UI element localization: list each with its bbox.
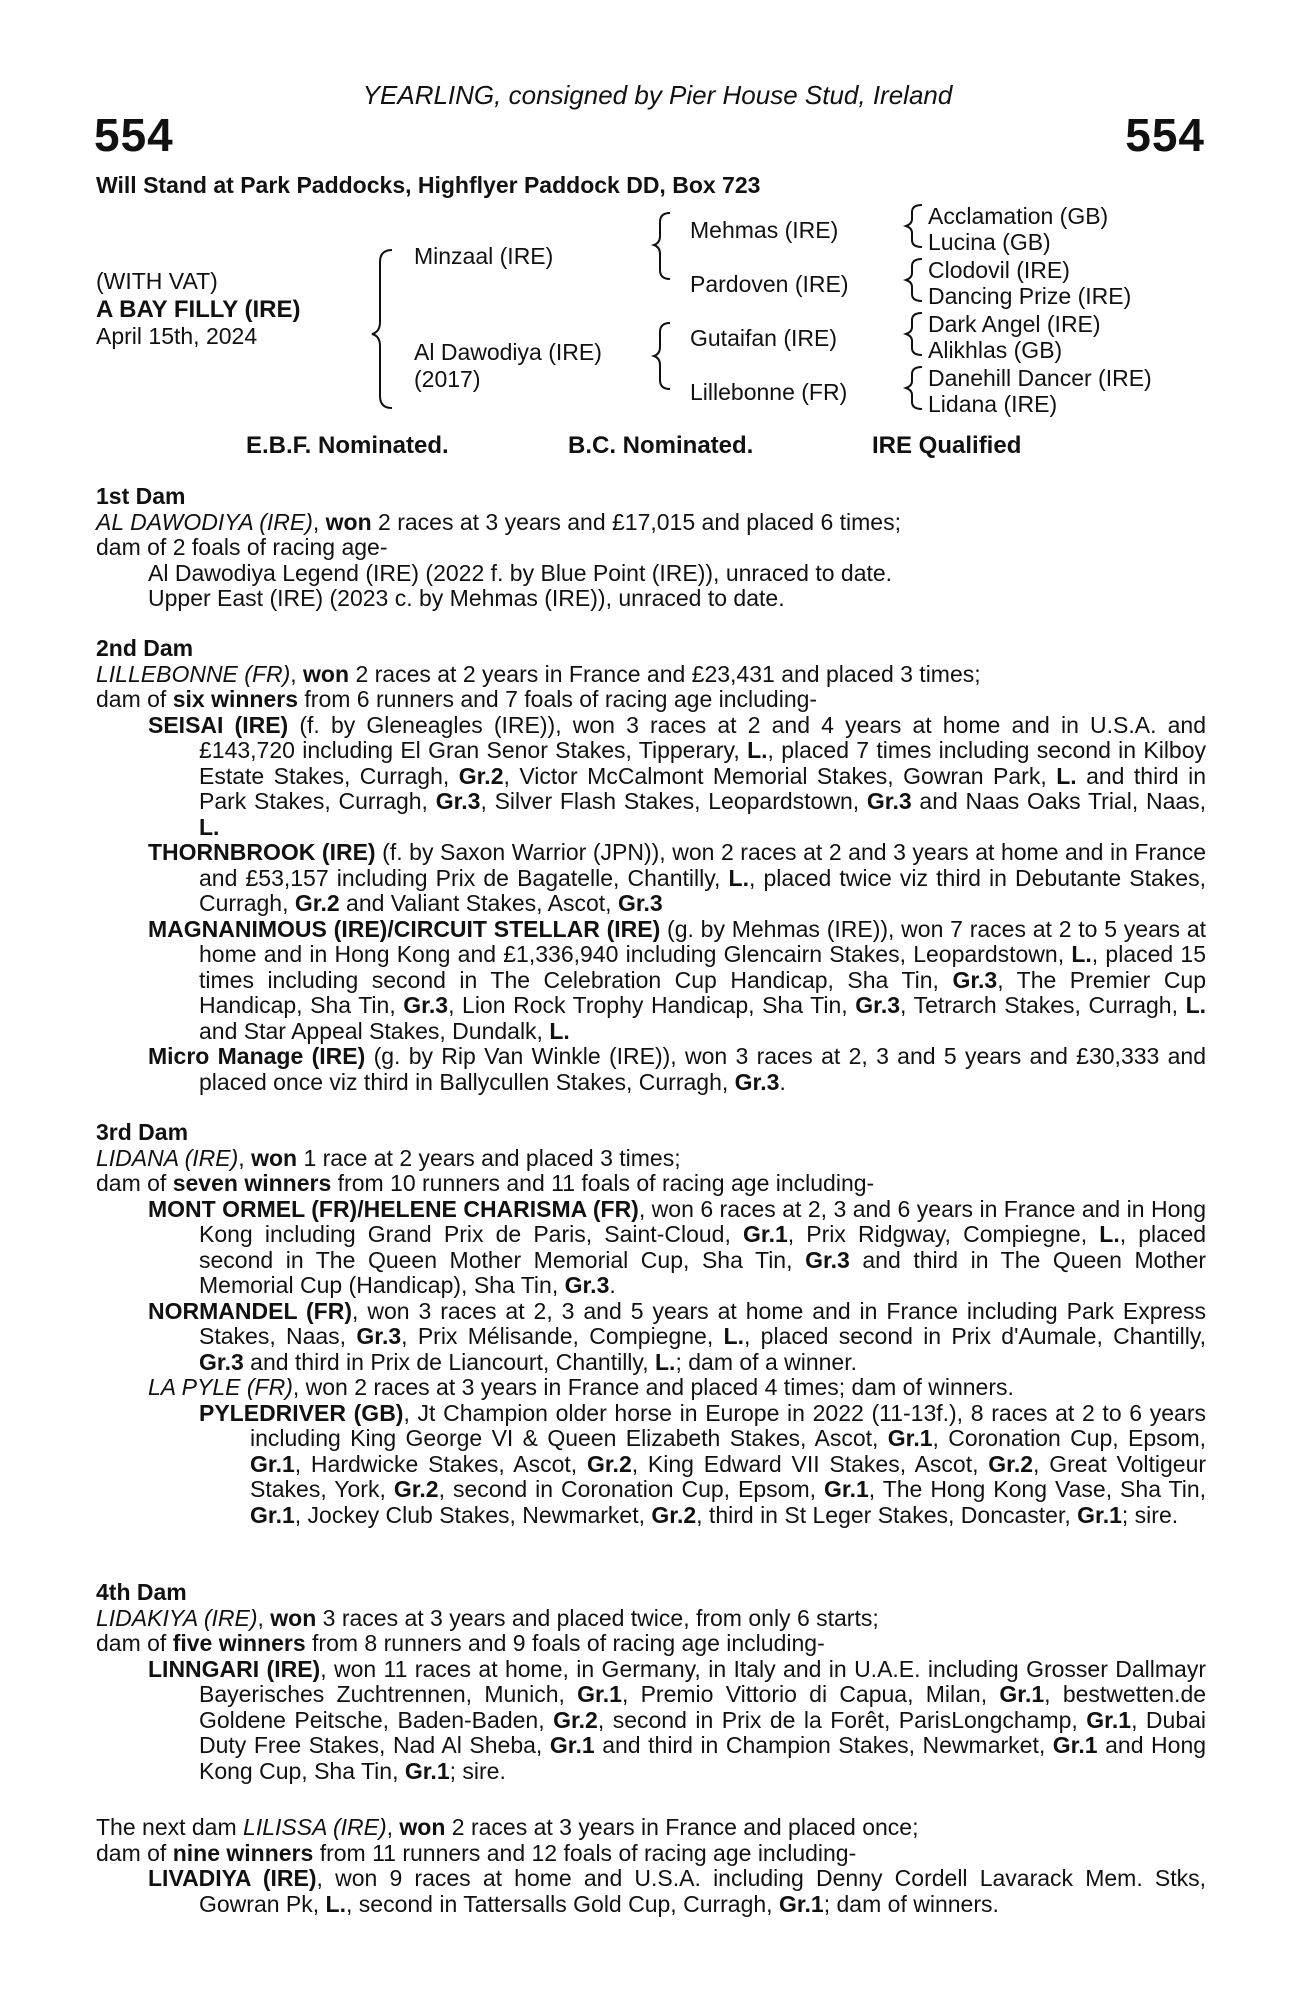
grand-progeny-item: PYLEDRIVER (GB), Jt Champion older horse in Europe in 2022 (11-13f.), 8 races at 2 to 6 years including King George VI & Queen Elizabeth Stakes, Ascot, Gr.1, Coronation Cup, Epsom, Gr.1, Hardwicke Stakes, Ascot, Gr.2, King Edward VII Stakes, Ascot, Gr.2, Great Voltigeur Stakes, York, Gr.2, second in Coronation Cup, Epsom, Gr.1, The Hong Kong Vase, Sha Tin, Gr.1, Jockey Club Stakes, Newmarket, Gr.2, third in St Leger Stakes, Doncaster, Gr.1; sire. — [199, 1399, 1207, 1528]
ped-ddd: Lidana (IRE) — [928, 391, 1058, 417]
brace-dam — [654, 323, 670, 389]
sire-name: Minzaal (IRE) — [414, 243, 554, 269]
lot-number-left: 554 — [94, 109, 174, 161]
next-dam-name: LILISSA (IRE) — [243, 1814, 387, 1840]
sire-sire: Mehmas (IRE) — [690, 217, 839, 243]
ebf-nominated: E.B.F. Nominated. — [246, 432, 449, 459]
first-dam-heading: 1st Dam — [96, 483, 186, 509]
ped-sdd: Dancing Prize (IRE) — [928, 283, 1132, 309]
ped-dds: Danehill Dancer (IRE) — [928, 365, 1152, 391]
third-dam-heading: 3rd Dam — [96, 1119, 189, 1145]
fourth-dam-section: 4th Dam LIDAKIYA (IRE), won 3 races at 3 years and placed twice, from only 6 starts; dam of five winners from 8 runners and 9 foals of racing age including- LINNGARI (IRE), won 11 races at home, in Germany, in Italy and in U.A.E. including Grosser Dallmayr Bayerisches Zuchtrennen, Munich, Gr.1, Premio Vittorio di Capua, Milan, Gr.1, bestwetten.de Goldene Peitsche, Baden-Baden, Gr.2, second in Prix de la Forêt, ParisLongchamp, Gr.1, Dubai Duty Free Stakes, Nad Al Sheba, Gr.1 and third in Champion Stakes, Newmarket, Gr.1 and Hong Kong Cup, Sha Tin, Gr.1; sire. — [96, 1579, 1207, 1784]
dam-dam: Lillebonne (FR) — [690, 379, 848, 405]
progeny-item: MONT ORMEL (FR)/HELENE CHARISMA (FR), won 6 races at 2, 3 and 6 years in France and in Hong Kong including Grand Prix de Paris, Saint-Cloud, Gr.1, Prix Ridgway, Compiegne, L., placed second in The Queen Mother Memorial Cup, Sha Tin, Gr.3 and third in The Queen Mother Memorial Cup (Handicap), Sha Tin, Gr.3. — [148, 1195, 1207, 1298]
pedigree-brackets — [0, 0, 1315, 420]
lot-number-right: 554 — [1125, 109, 1205, 161]
progeny-item: Upper East (IRE) (2023 c. by Mehmas (IRE)), unraced to date. — [148, 585, 785, 611]
first-dam-foals: dam of 2 foals of racing age- — [96, 534, 388, 560]
progeny-item: LA PYLE (FR), won 2 races at 3 years in France and placed 4 times; dam of winners. — [148, 1374, 1014, 1400]
dam-name: Al Dawodiya (IRE) — [414, 339, 602, 365]
third-dam-name: LIDANA (IRE) — [96, 1144, 239, 1171]
progeny-item: MAGNANIMOUS (IRE)/CIRCUIT STELLAR (IRE) (g. by Mehmas (IRE)), won 7 races at 2 to 5 years at home and in Hong Kong and £1,336,940 including Glencairn Stakes, Leopardstown, L., placed 15 times including second in The Celebration Cup Handicap, Sha Tin, Gr.3, The Premier Cup Handicap, Sha Tin, Gr.3, Lion Rock Trophy Handicap, Sha Tin, Gr.3, Tetrarch Stakes, Curragh, L. and Star Appeal Stakes, Dundalk, L. — [148, 915, 1207, 1044]
vat-note: (WITH VAT) — [96, 268, 218, 294]
progeny-item: Micro Manage (IRE) (g. by Rip Van Winkle (IRE)), won 3 races at 2, 3 and 5 years and £30,333 and placed once viz third in Ballycullen Stakes, Curragh, Gr.3. — [148, 1043, 1207, 1095]
fourth-dam-name: LIDAKIYA (IRE) — [96, 1604, 258, 1631]
horse-name: A BAY FILLY (IRE) — [96, 296, 301, 323]
bc-nominated: B.C. Nominated. — [568, 432, 754, 459]
stand-location: Will Stand at Park Paddocks, Highflyer Paddock DD, Box 723 — [96, 172, 761, 198]
ped-sds: Clodovil (IRE) — [928, 257, 1070, 283]
sire-dam: Pardoven (IRE) — [690, 271, 849, 297]
brace-ss — [906, 205, 922, 247]
ire-qualified: IRE Qualified — [872, 432, 1022, 459]
brace-sd — [906, 259, 922, 301]
progeny-item: NORMANDEL (FR), won 3 races at 2, 3 and 5 years at home and in France including Park Express Stakes, Naas, Gr.3, Prix Mélisande, Compiegne, L., placed second in Prix d'Aumale, Chantilly, Gr.3 and third in Prix de Liancourt, Chantilly, L.; dam of a winner. — [148, 1297, 1207, 1375]
brace-dd — [906, 367, 922, 409]
brace-ds — [906, 313, 922, 355]
progeny-item: LIVADIYA (IRE), won 9 races at home and U.S.A. including Denny Cordell Lavarack Mem. Stks, Gowran Pk, L., second in Tattersalls Gold Cup, Curragh, Gr.1; dam of winners. — [148, 1865, 1207, 1917]
dam-sire: Gutaifan (IRE) — [690, 325, 837, 351]
ped-ssd: Lucina (GB) — [928, 229, 1051, 255]
sale-subtitle: YEARLING, consigned by Pier House Stud, Ireland — [362, 80, 953, 110]
second-dam-section: 2nd Dam LILLEBONNE (FR), won 2 races at 2 years in France and £23,431 and placed 3 times; dam of six winners from 6 runners and 7 foals of racing age including- SEISAI (IRE) (f. by Gleneagles (IRE)), won 3 races at 2 and 4 years at home and in U.S.A. and £143,720 including El Gran Senor Stakes, Tipperary, L., placed 7 times including second in Kilboy Estate Stakes, Curragh, Gr.2, Victor McCalmont Memorial Stakes, Gowran Park, L. and third in Park Stakes, Curragh, Gr.3, Silver Flash Stakes, Leopardstown, Gr.3 and Naas Oaks Trial, Naas, L. THORNBROOK (IRE) (f. by Saxon Warrior (JPN)), won 2 races at 2 and 3 years at home and in France and £53,157 including Prix de Bagatelle, Chantilly, L., placed twice viz third in Debutante Stakes, Curragh, Gr.2 and Valiant Stakes, Ascot, Gr.3 MAGNANIMOUS (IRE)/CIRCUIT STELLAR (IRE) (g. by Mehmas (IRE)), won 7 races at 2 to 5 years at home and in Hong Kong and £1,336,940 including Glencairn Stakes, Leopardstown, L., placed 15 times including second in The Celebration Cup Handicap, Sha Tin, Gr.3, The Premier Cup Handicap, Sha Tin, Gr.3, Lion Rock Trophy Handicap, Sha Tin, Gr.3, Tetrarch Stakes, Curragh, L. and Star Appeal Stakes, Dundalk, L. Micro Manage (IRE) (g. by Rip Van Winkle (IRE)), won 3 races at 2, 3 and 5 years and £30,333 and placed once viz third in Ballycullen Stakes, Curragh, Gr.3. — [96, 635, 1207, 1095]
ped-sss: Acclamation (GB) — [928, 203, 1109, 229]
brace-sire — [654, 213, 670, 279]
ped-dsd: Alikhlas (GB) — [928, 337, 1063, 363]
horse-dob: April 15th, 2024 — [96, 323, 258, 349]
progeny-item: LINNGARI (IRE), won 11 races at home, in Germany, in Italy and in U.A.E. including Grosser Dallmayr Bayerisches Zuchtrennen, Munich, Gr.1, Premio Vittorio di Capua, Milan, Gr.1, bestwetten.de Goldene Peitsche, Baden-Baden, Gr.2, second in Prix de la Forêt, ParisLongchamp, Gr.1, Dubai Duty Free Stakes, Nad Al Sheba, Gr.1 and third in Champion Stakes, Newmarket, Gr.1 and Hong Kong Cup, Sha Tin, Gr.1; sire. — [148, 1655, 1207, 1784]
progeny-item: THORNBROOK (IRE) (f. by Saxon Warrior (JPN)), won 2 races at 2 and 3 years at home and in France and £53,157 including Prix de Bagatelle, Chantilly, L., placed twice viz third in Debutante Stakes, Curragh, Gr.2 and Valiant Stakes, Ascot, Gr.3 — [148, 839, 1207, 916]
fourth-dam-heading: 4th Dam — [96, 1579, 187, 1605]
ped-dss: Dark Angel (IRE) — [928, 311, 1101, 337]
progeny-item: SEISAI (IRE) (f. by Gleneagles (IRE)), won 3 races at 2 and 4 years at home and in U.S.A. and £143,720 including El Gran Senor Stakes, Tipperary, L., placed 7 times including second in Kilboy Estate Stakes, Curragh, Gr.2, Victor McCalmont Memorial Stakes, Gowran Park, L. and third in Park Stakes, Curragh, Gr.3, Silver Flash Stakes, Leopardstown, Gr.3 and Naas Oaks Trial, Naas, L. — [148, 711, 1207, 840]
next-dam-section: The next dam LILISSA (IRE), won 2 races at 3 years in France and placed once; dam of nine winners from 11 runners and 12 foals of racing age including- LIVADIYA (IRE), won 9 races at home and U.S.A. including Denny Cordell Lavarack Mem. Stks, Gowran Pk, L., second in Tattersalls Gold Cup, Curragh, Gr.1; dam of winners. — [96, 1814, 1207, 1917]
dam-year: (2017) — [414, 366, 481, 392]
first-dam-section: 1st Dam AL DAWODIYA (IRE), won 2 races at 3 years and £17,015 and placed 6 times; dam of 2 foals of racing age- Al Dawodiya Legend (IRE) (2022 f. by Blue Point (IRE)), unraced to date. Upper East (IRE) (2023 c. by Mehmas (IRE)), unraced to date. — [96, 484, 1206, 612]
second-dam-heading: 2nd Dam — [96, 635, 194, 661]
brace-main — [372, 250, 392, 408]
first-dam-name: AL DAWODIYA (IRE) — [96, 508, 313, 535]
second-dam-name: LILLEBONNE (FR) — [96, 660, 291, 687]
progeny-item: Al Dawodiya Legend (IRE) (2022 f. by Blue Point (IRE)), unraced to date. — [148, 559, 893, 586]
third-dam-section: 3rd Dam LIDANA (IRE), won 1 race at 2 years and placed 3 times; dam of seven winners from 10 runners and 11 foals of racing age including- MONT ORMEL (FR)/HELENE CHARISMA (FR), won 6 races at 2, 3 and 6 years in France and in Hong Kong including Grand Prix de Paris, Saint-Cloud, Gr.1, Prix Ridgway, Compiegne, L., placed second in The Queen Mother Memorial Cup, Sha Tin, Gr.3 and third in The Queen Mother Memorial Cup (Handicap), Sha Tin, Gr.3. NORMANDEL (FR), won 3 races at 2, 3 and 5 years at home and in France including Park Express Stakes, Naas, Gr.3, Prix Mélisande, Compiegne, L., placed second in Prix d'Aumale, Chantilly, Gr.3 and third in Prix de Liancourt, Chantilly, L.; dam of a winner. LA PYLE (FR), won 2 races at 3 years in France and placed 4 times; dam of winners. PYLEDRIVER (GB), Jt Champion older horse in Europe in 2022 (11-13f.), 8 races at 2 to 6 years including King George VI & Queen Elizabeth Stakes, Ascot, Gr.1, Coronation Cup, Epsom, Gr.1, Hardwicke Stakes, Ascot, Gr.2, King Edward VII Stakes, Ascot, Gr.2, Great Voltigeur Stakes, York, Gr.2, second in Coronation Cup, Epsom, Gr.1, The Hong Kong Vase, Sha Tin, Gr.1, Jockey Club Stakes, Newmarket, Gr.2, third in St Leger Stakes, Doncaster, Gr.1; sire. — [96, 1119, 1207, 1528]
